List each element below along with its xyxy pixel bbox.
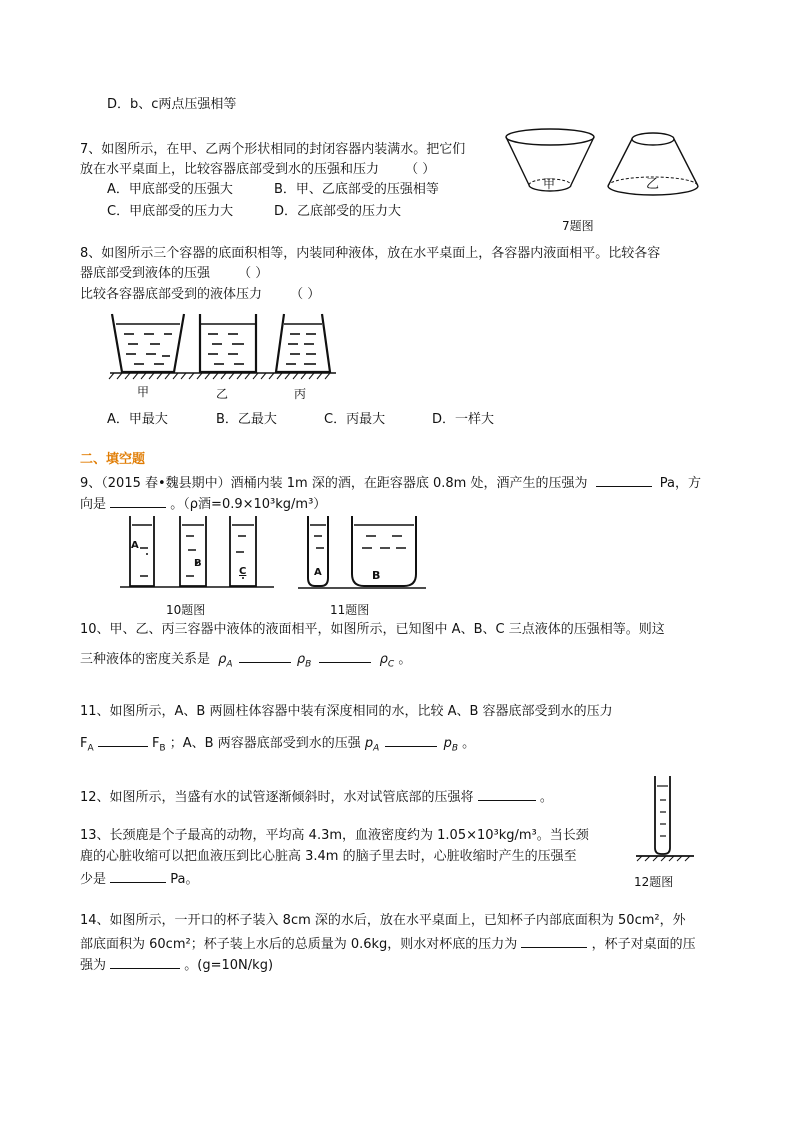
q14-stem-cont: ，杯子对桌面的压 [591,937,696,952]
q10-rho-a: $\rho_A$ [218,652,233,670]
q6-option-d: D．b、c两点压强相等 [107,97,237,112]
section-title-fill-blanks: 二、填空题 [80,452,146,467]
q11-line1: 11、如图所示，A、B 两圆柱体容器中装有深度相同的水，比较 A、B 容器底部受到水的压力 [80,704,613,719]
fig7-caption: 7题图 [562,219,594,233]
q11-blank-pressure[interactable] [385,733,437,747]
q8-line1: 8、如图所示三个容器的底面积相等，内装同种液体，放在水平桌面上，各容器内液面相平。比较各容 [80,246,661,261]
q11-mid: ；A、B 两容器底部受到水的压强 [169,736,361,751]
q11-pb: $p_B$ [443,736,459,754]
q9-blank-direction[interactable] [110,494,166,508]
fig10-label-b: B [194,558,202,569]
figure-10 [118,512,276,592]
q11-fb: $F_B$ [151,736,166,754]
q13-blank[interactable] [110,869,166,883]
fig8-label-bing: 丙 [294,387,307,401]
q11-end: 。 [462,736,476,751]
q8-option-a: A．甲最大 [107,412,168,427]
q11-pa: $p_A$ [364,736,380,754]
q14-blank-force[interactable] [521,934,587,948]
figure-11 [296,512,428,592]
q12-blank[interactable] [478,787,536,801]
q8-option-b: B．乙最大 [216,412,277,427]
fig10-label-a: A [131,540,139,551]
q14-line3 [80,955,273,975]
q14-line2 [80,934,696,954]
fig11-label-a: A [314,567,322,578]
fig10-caption: 10题图 [166,603,206,617]
figure-12 [634,772,696,862]
q10-rho-c: $\rho_C$ [379,652,395,670]
fig12-caption: 12题图 [634,875,674,889]
q8-answer-paren-1: （ ） [238,266,269,281]
q13-line2: 鹿的心脏收缩可以把血液压到比心脏高 3.4m 的脑子里去时，心脏收缩时产生的压强至 [80,849,577,864]
q8-answer-paren-2: （ ） [290,287,321,302]
q7-option-b: B．甲、乙底部受的压强相等 [274,182,439,197]
q14-blank-pressure[interactable] [110,955,180,969]
q10-end: 。 [398,652,412,667]
q7-option-a: A．甲底部受的压强大 [107,182,233,197]
q10-stem: 三种液体的密度关系是 [80,652,211,667]
q7-line1: 7、如图所示，在甲、乙两个形状相同的封闭容器内装满水。把它们 [80,142,466,157]
q9-blank-pressure[interactable] [596,473,652,487]
q8-option-d: D．一样大 [432,412,495,427]
q14-stem: 部底面积为 60cm²；杯子装上水后的总质量为 0.6kg，则水对杯底的压力为 [80,937,518,952]
q11-line2 [80,733,475,753]
q10-blank-ab[interactable] [239,649,291,663]
q13-line1: 13、长颈鹿是个子最高的动物，平均高 4.3m，血液密度约为 1.05×10³kg/m³。当长颈 [80,828,589,843]
q9-direction-label: 向是 [80,497,107,512]
q9-unit: Pa，方 [659,476,701,491]
q8-stem-pressure: 器底部受到液体的压强 [80,266,211,281]
q10-blank-bc[interactable] [319,649,371,663]
q9-line2 [80,494,326,514]
q14-g-note: 。(g=10N/kg) [184,958,274,973]
fig11-label-b: B [372,569,381,582]
q8-option-c: C．丙最大 [324,412,386,427]
q11-blank-force[interactable] [98,733,148,747]
q7-option-c: C．甲底部受的压力大 [107,204,234,219]
q8-line2 [80,265,268,283]
q13-line3 [80,869,199,889]
q8-line3 [80,286,320,304]
q13-unit: Pa。 [170,872,199,887]
q12-end: 。 [539,790,553,805]
q7-stem: 放在水平桌面上，比较容器底部受到水的压强和压力 [80,162,380,177]
q9-line1 [80,473,701,493]
q7-line2 [80,161,435,179]
fig7-label-yi: 乙 [646,177,660,192]
fig11-caption: 11题图 [330,603,370,617]
q10-line1: 10、甲、乙、丙三容器中液体的液面相平，如图所示，已知图中 A、B、C 三点液体的压强相等。则这 [80,622,665,637]
q9-density-note: 。（ρ酒=0.9×10³kg/m³） [170,497,327,512]
q9-stem: 9、（2015 春•魏县期中）酒桶内装 1m 深的酒，在距容器底 0.8m 处，酒产生的压强为 [80,476,588,491]
q7-option-d: D．乙底部受的压力大 [274,204,402,219]
fig8-label-yi: 乙 [216,387,229,401]
figure-8 [108,310,338,402]
q12-line [80,787,553,807]
q10-line2 [80,649,411,669]
q10-rho-b: $\rho_B$ [296,652,312,670]
q8-stem-force: 比较各容器底部受到的液体压力 [80,287,263,302]
fig7-label-jia: 甲 [543,177,556,191]
q7-answer-paren: （ ） [405,162,436,177]
q14-pressure-label: 强为 [80,958,107,973]
fig10-label-c: C [239,566,247,577]
q13-stem: 少是 [80,872,107,887]
fig8-label-jia: 甲 [137,385,150,399]
q14-line1: 14、如图所示，一开口的杯子装入 8cm 深的水后，放在水平桌面上，已知杯子内部底面积为 50cm²，外 [80,913,686,928]
q12-stem: 12、如图所示，当盛有水的试管逐渐倾斜时，水对试管底部的压强将 [80,790,474,805]
q11-fa: $F_A$ [80,736,94,754]
figure-7 [498,122,708,212]
